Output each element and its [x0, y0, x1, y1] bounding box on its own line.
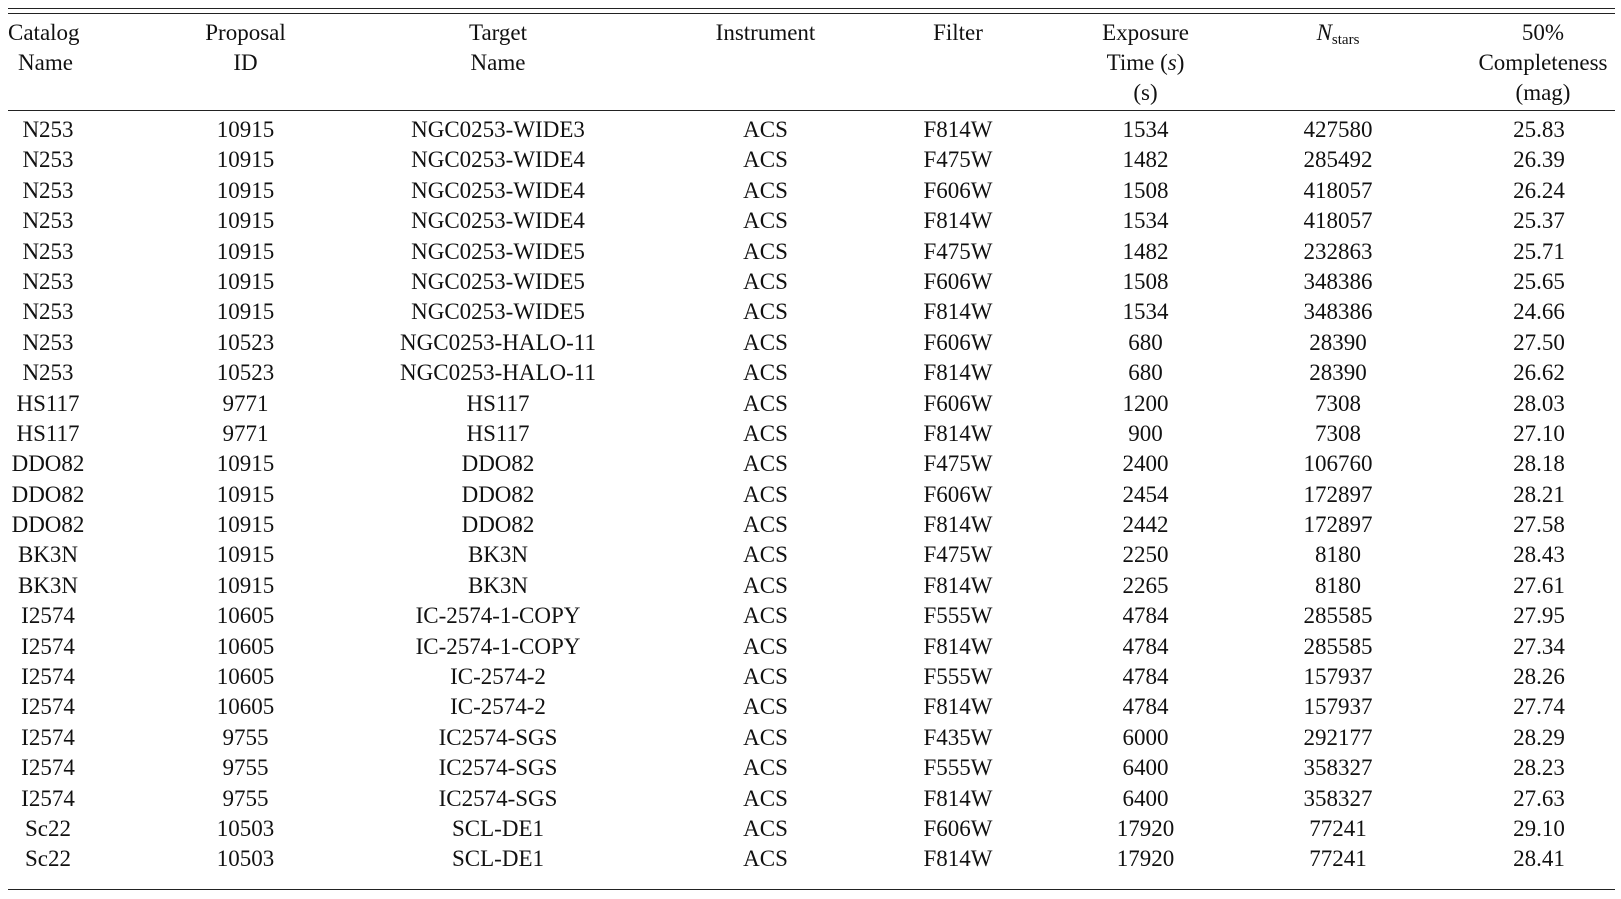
cell-nstars: 28390 — [1309, 329, 1367, 355]
cell-exposure-time: 1200 — [1122, 390, 1169, 416]
cell-proposal-id: 10503 — [216, 815, 275, 841]
cell-target-name: BK3N — [467, 572, 529, 598]
cell-proposal-id: 9755 — [222, 755, 269, 781]
cell-exposure-time: 2454 — [1122, 481, 1169, 507]
cell-target-name: NGC0253-WIDE5 — [411, 299, 585, 325]
cell-catalog-name: N253 — [22, 147, 74, 173]
cell-instrument: ACS — [743, 390, 788, 416]
table-row — [8, 753, 1615, 783]
cell-target-name: IC2574-SGS — [438, 785, 558, 811]
cell-proposal-id: 10915 — [216, 451, 275, 477]
cell-nstars: 172897 — [1303, 512, 1373, 538]
cell-filter: F814W — [923, 785, 993, 811]
cell-target-name: BK3N — [467, 542, 529, 568]
cell-exposure-time: 1534 — [1122, 117, 1169, 142]
cell-target-name: DDO82 — [461, 481, 535, 507]
cell-catalog-name: HS117 — [16, 390, 80, 416]
cell-catalog-name: N253 — [22, 117, 74, 142]
cell-exposure-time: 6000 — [1122, 724, 1169, 750]
header-proposal-id: Proposal ID — [205, 20, 286, 75]
cell-completeness: 28.18 — [1513, 451, 1565, 477]
cell-instrument: ACS — [743, 147, 788, 173]
cell-nstars: 285585 — [1303, 603, 1373, 629]
cell-nstars: 418057 — [1303, 208, 1373, 234]
cell-exposure-time: 1534 — [1122, 299, 1169, 325]
cell-catalog-name: HS117 — [16, 420, 80, 446]
cell-target-name: NGC0253-HALO-11 — [400, 360, 596, 386]
cell-target-name: NGC0253-WIDE5 — [411, 268, 585, 294]
cell-filter: F814W — [923, 117, 993, 142]
cell-exposure-time: 4784 — [1122, 633, 1169, 659]
cell-catalog-name: N253 — [22, 268, 74, 294]
cell-instrument: ACS — [743, 512, 788, 538]
cell-proposal-id: 10915 — [216, 208, 275, 234]
cell-instrument: ACS — [743, 268, 788, 294]
cell-completeness: 27.10 — [1513, 420, 1565, 446]
cell-nstars: 77241 — [1309, 846, 1367, 872]
cell-proposal-id: 10915 — [216, 572, 275, 598]
cell-completeness: 29.10 — [1513, 815, 1565, 841]
cell-filter: F814W — [923, 694, 993, 720]
cell-filter: F814W — [923, 572, 993, 598]
cell-filter: F606W — [923, 390, 993, 416]
cell-proposal-id: 10605 — [216, 603, 275, 629]
cell-target-name: NGC0253-WIDE5 — [411, 238, 585, 264]
cell-target-name: HS117 — [466, 390, 530, 416]
cell-exposure-time: 6400 — [1122, 785, 1169, 811]
cell-target-name: IC-2574-1-COPY — [415, 633, 581, 659]
table-row — [8, 419, 1615, 449]
cell-nstars: 28390 — [1309, 360, 1367, 386]
cell-exposure-time: 680 — [1128, 360, 1163, 386]
cell-completeness: 24.66 — [1513, 299, 1565, 325]
cell-completeness: 27.61 — [1513, 572, 1565, 598]
cell-completeness: 28.41 — [1513, 846, 1565, 872]
cell-completeness: 27.95 — [1513, 603, 1565, 629]
cell-filter: F475W — [923, 238, 993, 264]
cell-completeness: 25.65 — [1513, 268, 1565, 294]
cell-nstars: 106760 — [1303, 451, 1373, 477]
cell-completeness: 27.63 — [1513, 785, 1565, 811]
cell-completeness: 25.37 — [1513, 208, 1565, 234]
table-row — [8, 723, 1615, 753]
cell-completeness: 26.39 — [1513, 147, 1565, 173]
cell-catalog-name: I2574 — [21, 785, 75, 811]
table-row — [8, 449, 1615, 479]
cell-catalog-name: N253 — [22, 177, 74, 203]
cell-instrument: ACS — [743, 724, 788, 750]
cell-exposure-time: 1482 — [1122, 147, 1169, 173]
header-exposure-time: Exposure Time (s) (s) — [1102, 20, 1189, 105]
cell-nstars: 157937 — [1303, 694, 1373, 720]
cell-proposal-id: 10605 — [216, 694, 275, 720]
cell-exposure-time: 1534 — [1122, 208, 1169, 234]
cell-instrument: ACS — [743, 208, 788, 234]
cell-completeness: 27.74 — [1513, 694, 1565, 720]
cell-nstars: 157937 — [1303, 664, 1373, 690]
cell-catalog-name: I2574 — [21, 664, 75, 690]
cell-catalog-name: N253 — [22, 299, 74, 325]
cell-target-name: DDO82 — [461, 512, 535, 538]
cell-filter: F814W — [923, 846, 993, 872]
cell-filter: F475W — [923, 147, 993, 173]
cell-catalog-name: N253 — [22, 329, 74, 355]
cell-instrument: ACS — [743, 755, 788, 781]
cell-instrument: ACS — [743, 117, 788, 142]
cell-exposure-time: 4784 — [1122, 664, 1169, 690]
cell-instrument: ACS — [743, 420, 788, 446]
cell-instrument: ACS — [743, 177, 788, 203]
cell-instrument: ACS — [743, 572, 788, 598]
header-completeness: 50% Completeness (mag) — [1478, 20, 1608, 105]
header-target-name: Target Name — [469, 20, 527, 75]
cell-catalog-name: BK3N — [17, 572, 79, 598]
cell-instrument: ACS — [743, 846, 788, 872]
cell-completeness: 26.62 — [1513, 360, 1565, 386]
cell-filter: F814W — [923, 360, 993, 386]
cell-target-name: IC2574-SGS — [438, 724, 558, 750]
header-nstars: $N_{stars}$ — [1316, 20, 1360, 48]
cell-nstars: 77241 — [1309, 815, 1367, 841]
cell-nstars: 8180 — [1315, 542, 1361, 568]
table-row — [8, 692, 1615, 722]
cell-filter: F435W — [923, 724, 993, 750]
table-body — [8, 115, 1615, 875]
cell-exposure-time: 1482 — [1122, 238, 1169, 264]
cell-filter: F606W — [923, 329, 993, 355]
table-row — [8, 237, 1615, 267]
cell-target-name: SCL-DE1 — [452, 846, 544, 872]
cell-proposal-id: 9755 — [222, 724, 269, 750]
cell-exposure-time: 900 — [1128, 420, 1163, 446]
cell-instrument: ACS — [743, 785, 788, 811]
cell-instrument: ACS — [743, 360, 788, 386]
table-row — [8, 389, 1615, 419]
cell-filter: F814W — [923, 512, 993, 538]
cell-proposal-id: 9771 — [222, 390, 269, 416]
cell-proposal-id: 10523 — [216, 329, 275, 355]
cell-catalog-name: I2574 — [21, 633, 75, 659]
table-row — [8, 601, 1615, 631]
cell-target-name: IC2574-SGS — [438, 755, 558, 781]
cell-instrument: ACS — [743, 633, 788, 659]
cell-target-name: NGC0253-WIDE4 — [411, 147, 585, 173]
header-catalog-name: Catalog Name — [8, 20, 80, 75]
cell-catalog-name: I2574 — [21, 694, 75, 720]
cell-exposure-time: 4784 — [1122, 694, 1169, 720]
cell-nstars: 285585 — [1303, 633, 1373, 659]
cell-exposure-time: 680 — [1128, 329, 1163, 355]
cell-target-name: SCL-DE1 — [452, 815, 544, 841]
cell-catalog-name: Sc22 — [25, 846, 71, 872]
table-row — [8, 844, 1615, 874]
table-row — [8, 784, 1615, 814]
cell-filter: F606W — [923, 481, 993, 507]
header-filter: Filter — [933, 20, 983, 45]
cell-exposure-time: 2250 — [1122, 542, 1169, 568]
cell-proposal-id: 10915 — [216, 238, 275, 264]
cell-completeness: 28.21 — [1513, 481, 1565, 507]
cell-filter: F555W — [923, 603, 993, 629]
cell-nstars: 358327 — [1303, 755, 1373, 781]
cell-proposal-id: 9771 — [222, 420, 269, 446]
cell-proposal-id: 10915 — [216, 177, 275, 203]
cell-filter: F555W — [923, 664, 993, 690]
table-row — [8, 328, 1615, 358]
cell-nstars: 172897 — [1303, 481, 1373, 507]
table-row — [8, 571, 1615, 601]
cell-instrument: ACS — [743, 815, 788, 841]
cell-filter: F814W — [923, 208, 993, 234]
cell-nstars: 348386 — [1303, 268, 1373, 294]
cell-instrument: ACS — [743, 603, 788, 629]
cell-completeness: 28.29 — [1513, 724, 1565, 750]
cell-catalog-name: Sc22 — [25, 815, 71, 841]
cell-exposure-time: 4784 — [1122, 603, 1169, 629]
cell-instrument: ACS — [743, 481, 788, 507]
cell-proposal-id: 10915 — [216, 481, 275, 507]
cell-instrument: ACS — [743, 664, 788, 690]
cell-filter: F606W — [923, 177, 993, 203]
cell-catalog-name: N253 — [22, 238, 74, 264]
cell-exposure-time: 17920 — [1116, 815, 1175, 841]
table-row — [8, 814, 1615, 844]
cell-target-name: HS117 — [466, 420, 530, 446]
cell-target-name: IC-2574-1-COPY — [415, 603, 581, 629]
cell-filter: F475W — [923, 451, 993, 477]
cell-target-name: DDO82 — [461, 451, 535, 477]
cell-instrument: ACS — [743, 542, 788, 568]
cell-target-name: NGC0253-HALO-11 — [400, 329, 596, 355]
cell-completeness: 28.03 — [1513, 390, 1565, 416]
cell-target-name: NGC0253-WIDE4 — [411, 177, 585, 203]
cell-nstars: 418057 — [1303, 177, 1373, 203]
cell-proposal-id: 10915 — [216, 512, 275, 538]
cell-completeness: 27.50 — [1513, 329, 1565, 355]
cell-completeness: 27.34 — [1513, 633, 1565, 659]
cell-instrument: ACS — [743, 329, 788, 355]
cell-nstars: 7308 — [1315, 420, 1361, 446]
cell-exposure-time: 6400 — [1122, 755, 1169, 781]
cell-catalog-name: DDO82 — [11, 481, 85, 507]
cell-target-name: IC-2574-2 — [450, 694, 546, 720]
cell-completeness: 25.71 — [1513, 238, 1565, 264]
cell-catalog-name: I2574 — [21, 724, 75, 750]
cell-filter: F606W — [923, 268, 993, 294]
cell-completeness: 28.26 — [1513, 664, 1565, 690]
cell-catalog-name: I2574 — [21, 755, 75, 781]
cell-proposal-id: 10915 — [216, 299, 275, 325]
table-row — [8, 480, 1615, 510]
cell-instrument: ACS — [743, 238, 788, 264]
cell-proposal-id: 10605 — [216, 633, 275, 659]
cell-catalog-name: I2574 — [21, 603, 75, 629]
header-instrument: Instrument — [715, 20, 816, 45]
cell-catalog-name: DDO82 — [11, 512, 85, 538]
cell-proposal-id: 10915 — [216, 268, 275, 294]
cell-instrument: ACS — [743, 694, 788, 720]
cell-instrument: ACS — [743, 299, 788, 325]
cell-nstars: 8180 — [1315, 572, 1361, 598]
table-top-rule-inner — [8, 13, 1615, 14]
cell-nstars: 292177 — [1303, 724, 1373, 750]
cell-exposure-time: 1508 — [1122, 177, 1169, 203]
cell-target-name: NGC0253-WIDE3 — [411, 117, 585, 142]
cell-filter: F814W — [923, 420, 993, 446]
cell-exposure-time: 1508 — [1122, 268, 1169, 294]
table-row — [8, 297, 1615, 327]
cell-proposal-id: 10503 — [216, 846, 275, 872]
cell-filter: F606W — [923, 815, 993, 841]
cell-catalog-name: N253 — [22, 360, 74, 386]
cell-nstars: 232863 — [1303, 238, 1373, 264]
cell-target-name: NGC0253-WIDE4 — [411, 208, 585, 234]
table-row — [8, 115, 1615, 145]
cell-catalog-name: N253 — [22, 208, 74, 234]
cell-completeness: 27.58 — [1513, 512, 1565, 538]
cell-filter: F555W — [923, 755, 993, 781]
cell-filter: F814W — [923, 299, 993, 325]
table-row — [8, 206, 1615, 236]
table-row — [8, 540, 1615, 570]
table-top-rule — [8, 8, 1615, 9]
table-row — [8, 510, 1615, 540]
cell-proposal-id: 10915 — [216, 542, 275, 568]
cell-exposure-time: 2400 — [1122, 451, 1169, 477]
cell-exposure-time: 17920 — [1116, 846, 1175, 872]
cell-nstars: 427580 — [1303, 117, 1373, 142]
table-header-rule — [8, 110, 1615, 111]
cell-nstars: 348386 — [1303, 299, 1373, 325]
cell-proposal-id: 10605 — [216, 664, 275, 690]
cell-completeness: 28.43 — [1513, 542, 1565, 568]
cell-nstars: 358327 — [1303, 785, 1373, 811]
table-bottom-rule — [8, 889, 1615, 890]
cell-completeness: 25.83 — [1513, 117, 1565, 142]
table-row — [8, 176, 1615, 206]
cell-completeness: 26.24 — [1513, 177, 1565, 203]
cell-proposal-id: 9755 — [222, 785, 269, 811]
table-row — [8, 662, 1615, 692]
cell-exposure-time: 2265 — [1122, 572, 1169, 598]
table-header — [8, 18, 1615, 108]
cell-filter: F814W — [923, 633, 993, 659]
cell-target-name: IC-2574-2 — [450, 664, 546, 690]
cell-catalog-name: BK3N — [17, 542, 79, 568]
cell-proposal-id: 10915 — [216, 147, 275, 173]
cell-proposal-id: 10523 — [216, 360, 275, 386]
table-row — [8, 267, 1615, 297]
cell-proposal-id: 10915 — [216, 117, 275, 142]
table-row — [8, 632, 1615, 662]
cell-exposure-time: 2442 — [1122, 512, 1169, 538]
cell-completeness: 28.23 — [1513, 755, 1565, 781]
cell-filter: F475W — [923, 542, 993, 568]
cell-nstars: 285492 — [1303, 147, 1373, 173]
table-row — [8, 358, 1615, 388]
cell-instrument: ACS — [743, 451, 788, 477]
cell-catalog-name: DDO82 — [11, 451, 85, 477]
cell-nstars: 7308 — [1315, 390, 1361, 416]
table-row — [8, 145, 1615, 175]
